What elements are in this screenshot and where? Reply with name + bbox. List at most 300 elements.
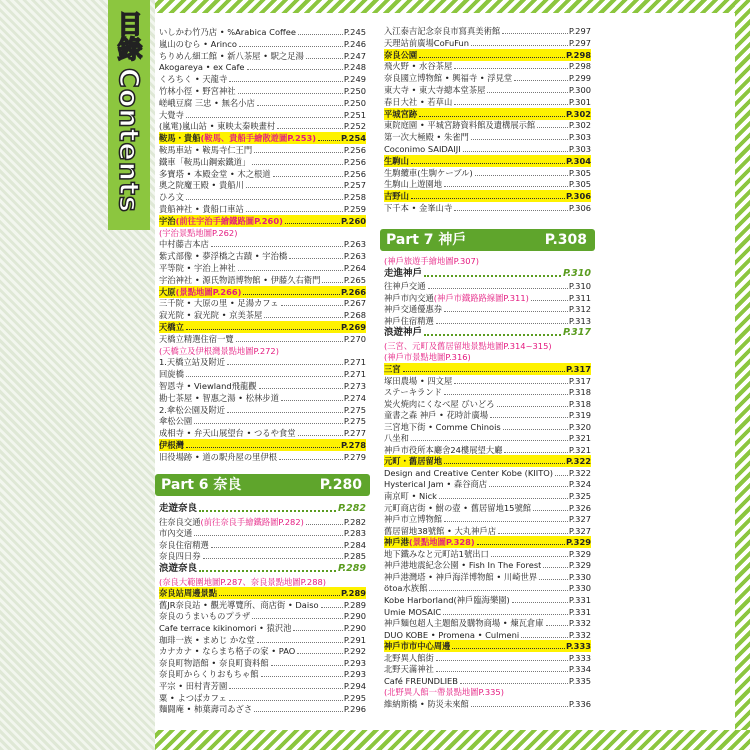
- toc-entry[interactable]: [159, 85, 366, 97]
- section-heading-page: P.310: [563, 267, 591, 279]
- entry-text: [384, 386, 442, 398]
- toc-entry[interactable]: [159, 38, 366, 50]
- entry-page: P.306: [565, 191, 591, 202]
- dot-leader: [194, 527, 343, 536]
- entry-text: [384, 582, 427, 594]
- entry-label: 元町商店街 • 鮒の壺 • 舊居留地15號館: [384, 502, 532, 513]
- entry-text: [384, 37, 469, 49]
- entry-page: P.246: [343, 38, 366, 49]
- toc-entry[interactable]: [159, 668, 366, 680]
- toc-entry[interactable]: [159, 120, 366, 132]
- dot-leader: [194, 415, 343, 424]
- toc-entry[interactable]: [159, 356, 366, 368]
- entry-label: Coconimo SAIDAIJI: [384, 144, 461, 154]
- toc-entry[interactable]: [384, 432, 591, 444]
- entry-page: P.322: [568, 467, 591, 478]
- toc-entry[interactable]: [384, 478, 591, 490]
- entry-label: 奈良のうまいものプラザ: [159, 611, 251, 622]
- dot-leader: [289, 250, 343, 259]
- entry-label: 貴船神社 • 貴船口車站: [159, 204, 244, 214]
- dot-leader: [539, 571, 568, 580]
- entry-text: [159, 333, 234, 345]
- toc-highlight-entry[interactable]: [384, 363, 591, 375]
- entry-page: P.310: [568, 281, 591, 292]
- entry-text: [159, 73, 227, 85]
- dot-leader: [199, 502, 336, 512]
- dot-leader: [254, 703, 343, 712]
- entry-page: P.312: [568, 304, 591, 315]
- toc-entry[interactable]: [159, 297, 366, 309]
- entry-text: [384, 25, 500, 37]
- entry-text: [159, 668, 259, 680]
- entry-text: [159, 203, 244, 215]
- toc-section-heading[interactable]: [159, 562, 366, 576]
- entry-label: 傘松公園: [159, 416, 193, 427]
- entry-label: 塚田農場 • 四文屋: [384, 375, 453, 386]
- toc-entry[interactable]: [159, 168, 366, 180]
- toc-entry[interactable]: [384, 119, 591, 131]
- toc-section-heading[interactable]: [384, 326, 591, 340]
- toc-entry[interactable]: [159, 250, 366, 262]
- toc-entry[interactable]: [384, 398, 591, 410]
- entry-page: P.336: [568, 698, 591, 709]
- entry-text: [384, 351, 471, 363]
- dot-leader: [271, 657, 343, 666]
- entry-page: P.317: [565, 363, 591, 374]
- dot-leader: [285, 215, 340, 224]
- entry-page: P.269: [340, 322, 366, 332]
- entry-page: P.257: [343, 180, 366, 191]
- entry-page: P.327: [568, 525, 591, 536]
- toc-entry[interactable]: [159, 26, 366, 38]
- toc-entry[interactable]: [159, 634, 366, 646]
- toc-highlight-entry[interactable]: [159, 132, 366, 144]
- toc-entry[interactable]: [159, 203, 366, 215]
- entry-text: [384, 60, 452, 72]
- toc-highlight-entry[interactable]: [384, 49, 591, 61]
- toc-entry[interactable]: [159, 262, 366, 274]
- toc-entry[interactable]: [384, 375, 591, 387]
- toc-entry[interactable]: [384, 96, 591, 108]
- entry-label: 舊JR奈良站 • 觀光導覽所、商店街 • Daiso: [159, 599, 319, 610]
- toc-entry[interactable]: [384, 698, 591, 710]
- toc-highlight-entry[interactable]: [159, 321, 366, 333]
- dot-leader: [186, 109, 343, 118]
- toc-entry[interactable]: [159, 179, 366, 191]
- entry-text: [384, 190, 409, 202]
- entry-page: P.321: [568, 444, 591, 455]
- entry-label: 奈良國立博物館 • 興福寺 • 浮見堂: [384, 73, 513, 84]
- entry-text: [159, 144, 252, 156]
- dot-leader: [463, 143, 568, 152]
- entry-page: P.248: [343, 62, 366, 73]
- entry-label: 宇治: [159, 215, 176, 226]
- entry-text: [159, 576, 326, 588]
- dot-leader: [239, 38, 343, 47]
- toc-entry[interactable]: [159, 156, 366, 168]
- entry-text: [159, 85, 236, 97]
- toc-entry[interactable]: [384, 386, 591, 398]
- toc-section-heading[interactable]: [159, 502, 366, 516]
- toc-entry[interactable]: [159, 392, 366, 404]
- entry-text: [384, 536, 475, 548]
- entry-label: 宇治神社 • 源氏物語博物館 • 伊藤久右衛門: [159, 274, 321, 285]
- dot-leader: [444, 513, 568, 522]
- toc-highlight-entry[interactable]: [384, 190, 591, 202]
- dot-leader: [227, 404, 343, 413]
- entry-label: 麵闘庵 • 柿葉壽司ゐざさ: [159, 704, 253, 715]
- dot-leader: [514, 72, 568, 81]
- part6-page: P.280: [319, 477, 362, 493]
- entry-label: 鞍馬・貴船: [159, 133, 201, 144]
- entry-label: (三宮、元町及舊居留地景點地圖P.314~315): [384, 340, 552, 351]
- dot-leader: [247, 61, 343, 70]
- entry-text: [159, 680, 227, 692]
- entry-page: P.294: [343, 681, 366, 691]
- toc-entry[interactable]: [384, 421, 591, 433]
- toc-entry[interactable]: [159, 703, 366, 715]
- entry-label: 生駒山上遊園地: [384, 179, 443, 190]
- entry-page: P.299: [568, 73, 591, 84]
- toc-entry[interactable]: [384, 25, 591, 37]
- entry-label: 神戶市役所本廳舍24樓展望大廳: [384, 444, 503, 455]
- dot-leader: [229, 680, 343, 689]
- entry-text: [384, 467, 553, 479]
- entry-page: P.275: [343, 416, 366, 427]
- dot-leader: [229, 73, 343, 82]
- entry-page: P.298: [568, 61, 591, 72]
- right-toc-column: [380, 13, 595, 730]
- toc-entry[interactable]: [159, 380, 366, 392]
- toc-entry[interactable]: [384, 409, 591, 421]
- entry-label: 神戶住宿精選: [384, 315, 434, 326]
- toc-highlight-entry[interactable]: [384, 108, 591, 120]
- dot-leader: [298, 427, 343, 436]
- entry-label: 嵯峨豆腐 三忠 • 無名小店: [159, 97, 255, 108]
- entry-label: ステーキランド: [384, 387, 442, 398]
- toc-entry[interactable]: [159, 539, 366, 551]
- entry-page: P.298: [565, 49, 591, 60]
- toc-entry[interactable]: [384, 292, 591, 304]
- entry-page: P.335: [568, 675, 591, 686]
- dot-leader: [199, 562, 336, 572]
- entry-label: 回旋橋: [159, 369, 184, 380]
- entry-text: [159, 703, 252, 715]
- entry-label: 三宮: [384, 363, 401, 374]
- part6-header[interactable]: [155, 474, 370, 496]
- entry-text: [159, 634, 255, 646]
- entry-page: P.297: [568, 26, 591, 36]
- entry-page: P.334: [568, 664, 591, 675]
- toc-map-note: [159, 576, 366, 588]
- entry-text: [384, 675, 458, 687]
- toc-entry[interactable]: [384, 525, 591, 537]
- toc-highlight-entry[interactable]: [384, 640, 591, 652]
- entry-text: [159, 250, 287, 262]
- entry-page: P.275: [343, 404, 366, 415]
- dot-leader: [489, 478, 568, 487]
- toc-entry[interactable]: [159, 657, 366, 669]
- toc-entry[interactable]: [159, 238, 366, 250]
- toc-entry[interactable]: [159, 451, 366, 463]
- entry-map-note: (神戶市鐵路路線圖P.311): [433, 292, 529, 303]
- entry-page: P.289: [340, 588, 366, 599]
- toc-entry[interactable]: [384, 629, 591, 641]
- entry-text: [384, 686, 504, 698]
- toc-entry[interactable]: [384, 548, 591, 560]
- toc-entry[interactable]: [159, 109, 366, 121]
- entry-page: P.325: [568, 491, 591, 501]
- entry-map-note: (景點地圖P.266): [175, 286, 242, 297]
- entry-text: [384, 594, 510, 606]
- toc-entry[interactable]: [159, 427, 366, 439]
- entry-page: P.303: [568, 144, 591, 154]
- toc-entry[interactable]: [384, 167, 591, 179]
- entry-label: 童書之森 神戶 • 花時計廣場: [384, 410, 489, 421]
- toc-entry[interactable]: [384, 467, 591, 479]
- dot-leader: [252, 610, 343, 619]
- toc-entry[interactable]: [384, 571, 591, 583]
- dot-leader: [277, 120, 343, 129]
- entry-label: Akogareya • ex Cafe: [159, 62, 245, 73]
- toc-entry[interactable]: [384, 606, 591, 618]
- toc-section-heading[interactable]: [384, 267, 591, 281]
- toc-entry[interactable]: [159, 622, 366, 634]
- entry-text: [159, 132, 316, 144]
- toc-highlight-entry[interactable]: [159, 587, 366, 599]
- entry-label: Café FREUNDLIEB: [384, 675, 458, 686]
- entry-label: 往奈良交通: [159, 516, 201, 527]
- dot-leader: [502, 25, 568, 34]
- dot-leader: [424, 326, 561, 336]
- dot-leader: [411, 190, 565, 199]
- entry-label: 平城宮跡: [384, 108, 418, 119]
- entry-label: 元町・舊居留地: [384, 456, 443, 467]
- toc-entry[interactable]: [384, 582, 591, 594]
- toc-entry[interactable]: [159, 333, 366, 345]
- toc-entry[interactable]: [384, 513, 591, 525]
- entry-text: [384, 255, 479, 267]
- toc-entry[interactable]: [159, 415, 366, 427]
- entry-text: [384, 96, 452, 108]
- toc-highlight-entry[interactable]: [159, 439, 366, 451]
- toc-entry[interactable]: [384, 143, 591, 155]
- dot-leader: [419, 49, 565, 58]
- dot-leader: [436, 315, 568, 324]
- dot-leader: [219, 587, 340, 596]
- toc-highlight-entry[interactable]: [384, 455, 591, 467]
- toc-entry[interactable]: [384, 652, 591, 664]
- toc-entry[interactable]: [159, 692, 366, 704]
- entry-label: 奈良站周邊景點: [159, 588, 218, 599]
- toc-highlight-entry[interactable]: [159, 286, 366, 298]
- entry-label: 平等院 • 宇治上神社: [159, 263, 236, 273]
- entry-page: P.284: [343, 539, 366, 550]
- dot-leader: [487, 84, 567, 93]
- entry-page: P.282: [343, 516, 366, 527]
- dot-leader: [436, 663, 568, 672]
- toc-entry[interactable]: [159, 309, 366, 321]
- toc-entry[interactable]: [384, 617, 591, 629]
- dot-leader: [521, 629, 568, 638]
- toc-entry[interactable]: [159, 274, 366, 286]
- dot-leader: [238, 85, 343, 94]
- toc-entry[interactable]: [384, 84, 591, 96]
- toc-entry[interactable]: [384, 559, 591, 571]
- entry-text: [384, 444, 502, 456]
- toc-entry[interactable]: [384, 490, 591, 502]
- toc-entry[interactable]: [159, 73, 366, 85]
- toc-entry[interactable]: [159, 61, 366, 73]
- toc-entry[interactable]: [159, 680, 366, 692]
- entry-page: P.270: [343, 333, 366, 344]
- entry-text: [384, 49, 417, 61]
- entry-label: 南京町 • Nick: [384, 491, 437, 501]
- entry-label: 粟 • よつばカフェ: [159, 692, 227, 703]
- entry-label: 嵐山のむら • Arinco: [159, 38, 237, 49]
- dot-leader: [424, 267, 561, 277]
- entry-label: 三宮地下街 • Comme Chinois: [384, 421, 501, 432]
- entry-text: [384, 513, 442, 525]
- dot-leader: [439, 490, 568, 499]
- entry-page: P.318: [568, 398, 591, 409]
- dot-leader: [264, 309, 343, 318]
- dot-leader: [444, 303, 568, 312]
- entry-page: P.250: [343, 97, 366, 108]
- entry-page: P.292: [343, 646, 366, 657]
- entry-label: ちりめん細工館 • 新八茶屋 • 駅之足湯: [159, 50, 304, 61]
- part7-header[interactable]: [380, 229, 595, 251]
- entry-page: P.329: [565, 537, 591, 548]
- section-heading-page: P.317: [563, 327, 591, 339]
- dot-leader: [203, 550, 343, 559]
- dot-leader: [428, 280, 568, 289]
- entry-page: P.297: [568, 37, 591, 48]
- entry-text: [384, 421, 501, 433]
- entry-page: P.271: [343, 369, 366, 380]
- entry-page: P.329: [568, 560, 591, 571]
- toc-highlight-entry[interactable]: [384, 536, 591, 548]
- entry-text: [159, 622, 291, 634]
- toc-entry[interactable]: [384, 280, 591, 292]
- toc-entry[interactable]: [384, 60, 591, 72]
- entry-page: P.278: [340, 440, 366, 450]
- entry-label: 大原: [159, 286, 176, 297]
- entry-label: 天橋立: [159, 322, 184, 332]
- entry-label: 鞍馬車站 • 鞍馬寺仁王門: [159, 145, 253, 155]
- toc-map-note: [384, 340, 591, 352]
- entry-label: 東大寺 • 東大寺總本堂茶屋: [384, 85, 486, 95]
- toc-entry[interactable]: [159, 645, 366, 657]
- dot-leader: [512, 594, 568, 603]
- entry-label: 奈良住宿精選: [159, 539, 209, 550]
- dot-leader: [186, 439, 340, 448]
- toc-entry[interactable]: [384, 663, 591, 675]
- entry-label: 多寶塔 • 本殿金堂 • 木之根道: [159, 168, 271, 179]
- part7-label: Part 7 神戶: [386, 232, 467, 248]
- title-cjk: 目錄: [117, 10, 143, 64]
- entry-label: ひろ文: [159, 192, 184, 203]
- toc-highlight-entry[interactable]: [159, 215, 366, 227]
- entry-label: 鐵車「鞍馬山鋼索鐵道」: [159, 156, 251, 167]
- toc-entry[interactable]: [159, 516, 366, 528]
- toc-entry[interactable]: [159, 550, 366, 562]
- toc-entry[interactable]: [159, 50, 366, 62]
- entry-text: [384, 340, 552, 352]
- entry-text: [159, 645, 295, 657]
- toc-entry[interactable]: [384, 37, 591, 49]
- dot-leader: [444, 386, 568, 395]
- entry-label: Umie MOSAIC: [384, 606, 442, 617]
- toc-entry[interactable]: [384, 594, 591, 606]
- dot-leader: [236, 333, 343, 342]
- entry-page: P.306: [568, 203, 591, 213]
- entry-map-note: (景點地圖P.328): [408, 537, 475, 548]
- toc-entry[interactable]: [384, 675, 591, 687]
- toc-entry[interactable]: [384, 303, 591, 315]
- entry-label: 第一次大極殿 • 朱雀門: [384, 132, 469, 143]
- toc-entry[interactable]: [384, 131, 591, 143]
- toc-entry[interactable]: [384, 72, 591, 84]
- entry-label: 入江泰吉記念奈良市寫真美術館: [384, 26, 501, 36]
- entry-page: P.256: [343, 156, 366, 167]
- entry-text: [384, 303, 442, 315]
- left-toc-column: [155, 13, 370, 730]
- entry-map-note: (前往宇治手繪鐵路圖P.260): [175, 215, 283, 226]
- toc-entry[interactable]: [159, 610, 366, 622]
- toc-entry[interactable]: [159, 191, 366, 203]
- entry-page: P.267: [343, 298, 366, 309]
- toc-entry[interactable]: [384, 315, 591, 327]
- entry-label: 神戶交通優惠券: [384, 304, 443, 315]
- toc-entry[interactable]: [159, 97, 366, 109]
- dot-leader: [254, 144, 343, 153]
- toc-entry[interactable]: [384, 202, 591, 214]
- entry-page: P.302: [568, 120, 591, 131]
- entry-page: P.279: [343, 451, 366, 462]
- entry-label: 神戶麵包超人主題館及購物商場 • 煉瓦倉庫: [384, 618, 544, 629]
- dot-leader: [555, 467, 568, 476]
- toc-entry[interactable]: [159, 599, 366, 611]
- toc-entry[interactable]: [384, 444, 591, 456]
- entry-label: 神戶市內交通: [384, 292, 434, 303]
- toc-entry[interactable]: [159, 144, 366, 156]
- entry-label: 吉野山: [384, 191, 409, 202]
- toc-entry[interactable]: [384, 502, 591, 514]
- entry-page: P.245: [343, 27, 366, 37]
- entry-text: [384, 559, 541, 571]
- section-heading-text: 走進神戶: [384, 267, 423, 279]
- dot-leader: [543, 559, 567, 568]
- entry-text: [384, 698, 469, 710]
- section-heading-text: 浪遊奈良: [159, 563, 198, 574]
- toc-entry[interactable]: [159, 368, 366, 380]
- entry-page: P.311: [568, 292, 591, 303]
- entry-page: P.277: [343, 428, 366, 439]
- entry-text: [159, 404, 225, 416]
- toc-highlight-entry[interactable]: [384, 155, 591, 167]
- entry-text: [159, 599, 319, 611]
- entry-page: P.247: [343, 50, 366, 61]
- toc-entry[interactable]: [159, 527, 366, 539]
- entry-text: [159, 587, 217, 599]
- toc-entry[interactable]: [159, 404, 366, 416]
- entry-page: P.330: [568, 583, 591, 594]
- entry-label: 智恩寺 • Viewland飛龍觀: [159, 381, 257, 391]
- toc-entry[interactable]: [384, 178, 591, 190]
- entry-page: P.326: [568, 502, 591, 513]
- dot-leader: [411, 155, 565, 164]
